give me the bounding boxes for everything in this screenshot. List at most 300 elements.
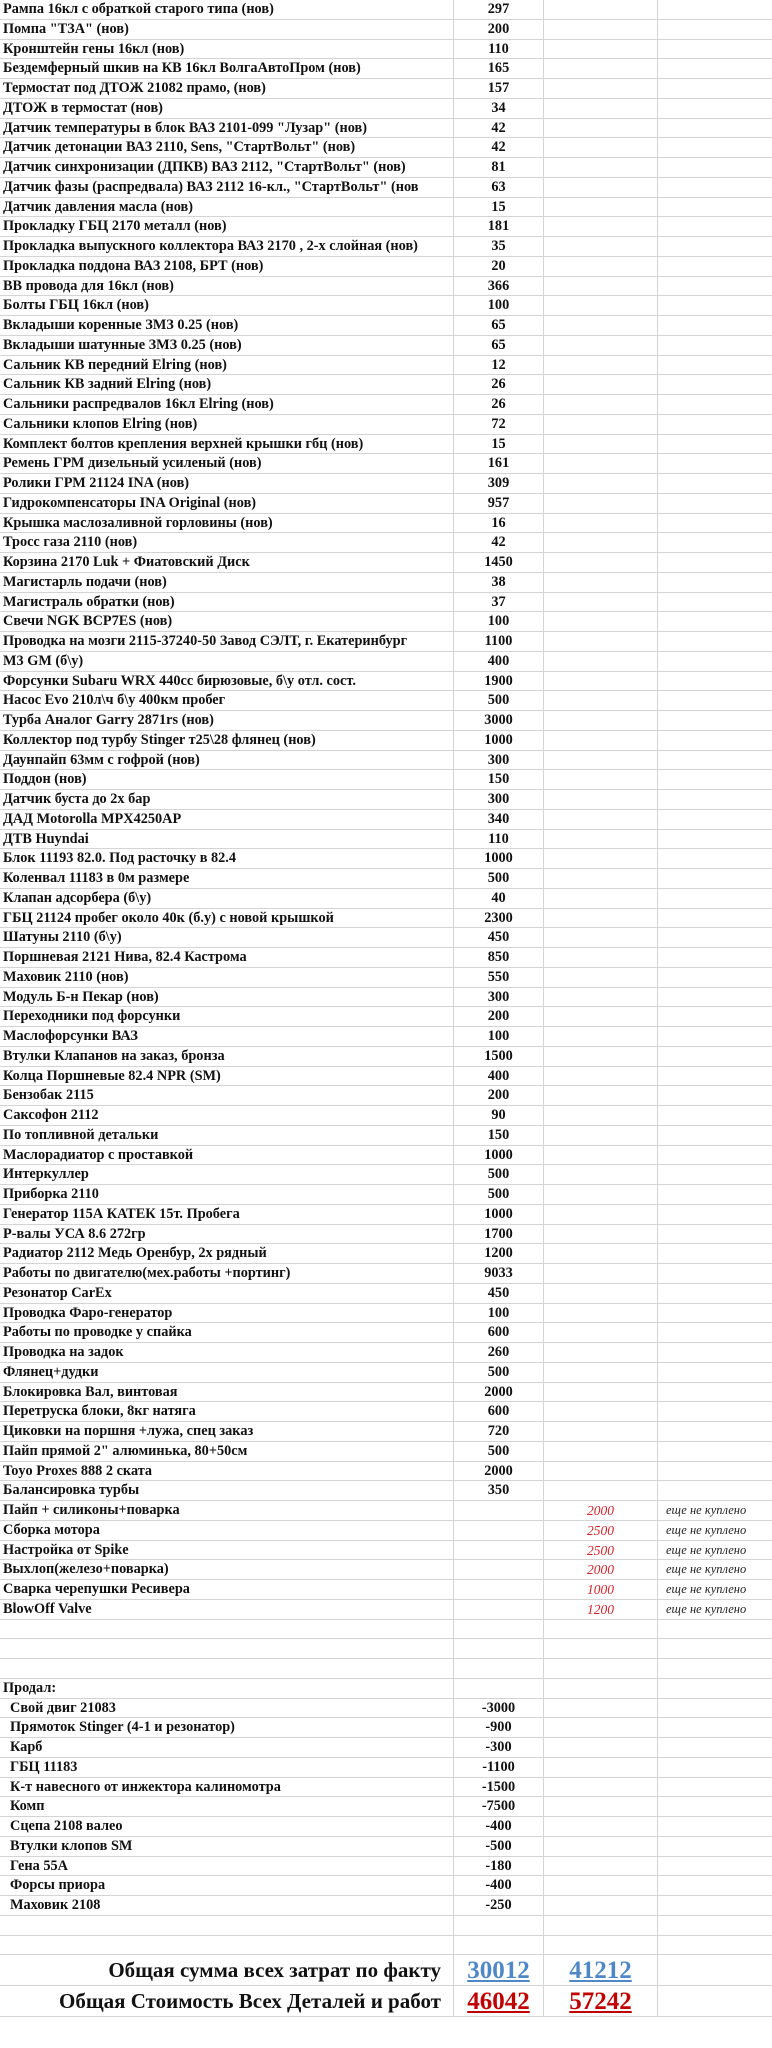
- note-cell[interactable]: еще не куплено: [666, 1542, 747, 1557]
- price-cell[interactable]: 260: [454, 1343, 544, 1363]
- item-name-cell[interactable]: Маховик 2110 (нов): [0, 968, 454, 988]
- planned-price-cell[interactable]: [544, 1067, 658, 1087]
- item-name-cell[interactable]: Маслофорсунки ВАЗ: [0, 1027, 454, 1047]
- item-name-cell[interactable]: М3 GM (б\у): [0, 652, 454, 672]
- planned-price-cell[interactable]: [544, 1086, 658, 1106]
- item-name-cell[interactable]: Прямоток Stinger (4-1 и резонатор): [0, 1718, 454, 1738]
- note-cell[interactable]: [658, 1027, 772, 1047]
- note-cell[interactable]: [658, 1284, 772, 1304]
- planned-price-cell[interactable]: [544, 1225, 658, 1245]
- note-cell[interactable]: [658, 1639, 772, 1659]
- note-cell[interactable]: [658, 1343, 772, 1363]
- price-cell[interactable]: [454, 1639, 544, 1659]
- price-cell[interactable]: 297: [454, 0, 544, 20]
- item-name-cell[interactable]: Клапан адсорбера (б\у): [0, 889, 454, 909]
- planned-price-cell[interactable]: [544, 1442, 658, 1462]
- price-cell[interactable]: 340: [454, 810, 544, 830]
- note-cell[interactable]: [658, 217, 772, 237]
- price-cell[interactable]: 200: [454, 1007, 544, 1027]
- note-cell[interactable]: [658, 514, 772, 534]
- planned-price-cell[interactable]: [544, 1659, 658, 1679]
- note-cell[interactable]: [658, 1936, 772, 1956]
- price-cell[interactable]: 500: [454, 869, 544, 889]
- item-name-cell[interactable]: Датчик давления масла (нов): [0, 198, 454, 218]
- note-cell[interactable]: [658, 1986, 772, 2017]
- item-name-cell[interactable]: Общая сумма всех затрат по факту: [0, 1955, 454, 1986]
- note-cell[interactable]: [658, 1185, 772, 1205]
- item-name-cell[interactable]: Блокировка Вал, винтовая: [0, 1383, 454, 1403]
- item-name-cell[interactable]: Прокладка выпускного коллектора ВАЗ 2170 , 2-х слойная (нов): [0, 237, 454, 257]
- planned-price-cell[interactable]: [544, 830, 658, 850]
- item-name-cell[interactable]: Втулки клопов SM: [0, 1837, 454, 1857]
- planned-price-cell[interactable]: [544, 1620, 658, 1640]
- planned-price-cell[interactable]: [544, 1205, 658, 1225]
- planned-price-cell[interactable]: [544, 198, 658, 218]
- price-cell[interactable]: 15: [454, 198, 544, 218]
- planned-price-cell[interactable]: [544, 395, 658, 415]
- price-cell[interactable]: -500: [454, 1837, 544, 1857]
- note-cell[interactable]: [658, 1442, 772, 1462]
- item-name-cell[interactable]: Крышка маслозаливной горловины (нов): [0, 514, 454, 534]
- item-name-cell[interactable]: Сальник КВ задний Elring (нов): [0, 375, 454, 395]
- price-cell[interactable]: 450: [454, 1284, 544, 1304]
- price-cell[interactable]: [454, 1936, 544, 1956]
- item-name-cell[interactable]: Ремень ГРМ дизельный усиленый (нов): [0, 454, 454, 474]
- planned-price-cell[interactable]: [544, 1323, 658, 1343]
- note-cell[interactable]: [658, 178, 772, 198]
- price-cell[interactable]: 42: [454, 119, 544, 139]
- item-name-cell[interactable]: [0, 1936, 454, 1956]
- note-cell[interactable]: [658, 731, 772, 751]
- price-cell[interactable]: 600: [454, 1323, 544, 1343]
- planned-price-cell[interactable]: [544, 1027, 658, 1047]
- note-cell[interactable]: [658, 928, 772, 948]
- planned-price-cell[interactable]: [544, 138, 658, 158]
- note-cell[interactable]: [658, 20, 772, 40]
- price-cell[interactable]: 2000: [454, 1383, 544, 1403]
- item-name-cell[interactable]: Комп: [0, 1797, 454, 1817]
- planned-price-cell[interactable]: [544, 1738, 658, 1758]
- note-cell[interactable]: [658, 1817, 772, 1837]
- price-cell[interactable]: [454, 1600, 544, 1620]
- item-name-cell[interactable]: Тросс газа 2110 (нов): [0, 533, 454, 553]
- note-cell[interactable]: [658, 1007, 772, 1027]
- price-cell[interactable]: -900: [454, 1718, 544, 1738]
- item-name-cell[interactable]: К-т навесного от инжектора калиномотра: [0, 1778, 454, 1798]
- planned-price-cell[interactable]: 2500: [544, 1521, 658, 1541]
- planned-price-cell[interactable]: [544, 1126, 658, 1146]
- item-name-cell[interactable]: Модуль Б-н Пекар (нов): [0, 988, 454, 1008]
- item-name-cell[interactable]: Болты ГБЦ 16кл (нов): [0, 296, 454, 316]
- planned-price-cell[interactable]: [544, 593, 658, 613]
- note-cell[interactable]: [658, 612, 772, 632]
- price-cell[interactable]: [454, 1501, 544, 1521]
- price-cell[interactable]: 20: [454, 257, 544, 277]
- price-cell[interactable]: 400: [454, 652, 544, 672]
- item-name-cell[interactable]: Колца Поршневые 82.4 NPR (SM): [0, 1067, 454, 1087]
- planned-price-cell[interactable]: [544, 751, 658, 771]
- planned-price-cell[interactable]: 57242: [544, 1986, 658, 2017]
- price-cell[interactable]: 38: [454, 573, 544, 593]
- note-cell[interactable]: [658, 593, 772, 613]
- planned-price-cell[interactable]: [544, 1462, 658, 1482]
- note-cell[interactable]: [658, 1264, 772, 1284]
- price-cell[interactable]: 90: [454, 1106, 544, 1126]
- price-cell[interactable]: 200: [454, 20, 544, 40]
- item-name-cell[interactable]: Рампа 16кл с обраткой старого типа (нов): [0, 0, 454, 20]
- item-name-cell[interactable]: Термостат под ДТОЖ 21082 прамо, (нов): [0, 79, 454, 99]
- planned-price-cell[interactable]: [544, 612, 658, 632]
- price-cell[interactable]: -300: [454, 1738, 544, 1758]
- price-cell[interactable]: 34: [454, 99, 544, 119]
- item-name-cell[interactable]: [0, 1916, 454, 1936]
- planned-price-cell[interactable]: [544, 20, 658, 40]
- price-cell[interactable]: 100: [454, 612, 544, 632]
- price-cell[interactable]: 1500: [454, 1047, 544, 1067]
- item-name-cell[interactable]: Помпа "ТЗА" (нов): [0, 20, 454, 40]
- price-cell[interactable]: [454, 1679, 544, 1699]
- planned-price-cell[interactable]: [544, 474, 658, 494]
- item-name-cell[interactable]: Карб: [0, 1738, 454, 1758]
- item-name-cell[interactable]: Свой двиг 21083: [0, 1699, 454, 1719]
- price-cell[interactable]: 26: [454, 375, 544, 395]
- price-cell[interactable]: 100: [454, 1304, 544, 1324]
- price-cell[interactable]: 30012: [454, 1955, 544, 1986]
- planned-price-cell[interactable]: [544, 770, 658, 790]
- item-name-cell[interactable]: Пайп + силиконы+поварка: [0, 1501, 454, 1521]
- price-cell[interactable]: 450: [454, 928, 544, 948]
- planned-price-cell[interactable]: [544, 948, 658, 968]
- note-cell[interactable]: [658, 1402, 772, 1422]
- item-name-cell[interactable]: Бензобак 2115: [0, 1086, 454, 1106]
- note-cell[interactable]: [658, 435, 772, 455]
- item-name-cell[interactable]: Свечи NGK BCP7ES (нов): [0, 612, 454, 632]
- item-name-cell[interactable]: Балансировка турбы: [0, 1481, 454, 1501]
- item-name-cell[interactable]: Кронштейн гены 16кл (нов): [0, 40, 454, 60]
- price-cell[interactable]: 720: [454, 1422, 544, 1442]
- item-name-cell[interactable]: Маслорадиатор с проставкой: [0, 1146, 454, 1166]
- planned-price-cell[interactable]: [544, 1402, 658, 1422]
- planned-price-cell[interactable]: [544, 257, 658, 277]
- price-cell[interactable]: 500: [454, 1442, 544, 1462]
- price-cell[interactable]: 165: [454, 59, 544, 79]
- note-cell[interactable]: [658, 770, 772, 790]
- note-cell[interactable]: еще не куплено: [666, 1601, 747, 1616]
- planned-price-cell[interactable]: [544, 99, 658, 119]
- note-cell[interactable]: [658, 1857, 772, 1877]
- price-cell[interactable]: 2000: [454, 1462, 544, 1482]
- item-name-cell[interactable]: Саксофон 2112: [0, 1106, 454, 1126]
- note-cell[interactable]: еще не куплено: [666, 1522, 747, 1537]
- note-cell[interactable]: [658, 1679, 772, 1699]
- price-cell[interactable]: 1700: [454, 1225, 544, 1245]
- item-name-cell[interactable]: Общая Стоимость Всех Деталей и работ: [0, 1986, 454, 2017]
- planned-price-cell[interactable]: [544, 1876, 658, 1896]
- planned-price-cell[interactable]: [544, 889, 658, 909]
- planned-price-cell[interactable]: 1200: [544, 1600, 658, 1620]
- note-cell[interactable]: [658, 1225, 772, 1245]
- price-cell[interactable]: [454, 1620, 544, 1640]
- note-cell[interactable]: [658, 1244, 772, 1264]
- price-cell[interactable]: [454, 1521, 544, 1541]
- price-cell[interactable]: 16: [454, 514, 544, 534]
- item-name-cell[interactable]: Корзина 2170 Luk + Фиатовский Диск: [0, 553, 454, 573]
- planned-price-cell[interactable]: [544, 1837, 658, 1857]
- planned-price-cell[interactable]: [544, 790, 658, 810]
- planned-price-cell[interactable]: [544, 1146, 658, 1166]
- item-name-cell[interactable]: ДТОЖ в термостат (нов): [0, 99, 454, 119]
- planned-price-cell[interactable]: [544, 1778, 658, 1798]
- item-name-cell[interactable]: Пайп прямой 2" алюминька, 80+50см: [0, 1442, 454, 1462]
- note-cell[interactable]: [658, 1047, 772, 1067]
- planned-price-cell[interactable]: [544, 237, 658, 257]
- price-cell[interactable]: 15: [454, 435, 544, 455]
- price-cell[interactable]: 500: [454, 691, 544, 711]
- planned-price-cell[interactable]: [544, 79, 658, 99]
- planned-price-cell[interactable]: [544, 632, 658, 652]
- note-cell[interactable]: [658, 316, 772, 336]
- item-name-cell[interactable]: [0, 1620, 454, 1640]
- item-name-cell[interactable]: ГБЦ 11183: [0, 1758, 454, 1778]
- price-cell[interactable]: 65: [454, 336, 544, 356]
- item-name-cell[interactable]: Проводка Фаро-генератор: [0, 1304, 454, 1324]
- item-name-cell[interactable]: По топливной детальки: [0, 1126, 454, 1146]
- planned-price-cell[interactable]: [544, 1758, 658, 1778]
- price-cell[interactable]: -250: [454, 1896, 544, 1916]
- note-cell[interactable]: [658, 1205, 772, 1225]
- planned-price-cell[interactable]: [544, 1047, 658, 1067]
- note-cell[interactable]: [658, 1837, 772, 1857]
- item-name-cell[interactable]: Коленвал 11183 в 0м размере: [0, 869, 454, 889]
- note-cell[interactable]: [658, 277, 772, 297]
- planned-price-cell[interactable]: [544, 1481, 658, 1501]
- note-cell[interactable]: [658, 454, 772, 474]
- item-name-cell[interactable]: Поршневая 2121 Нива, 82.4 Кастрома: [0, 948, 454, 968]
- planned-price-cell[interactable]: [544, 217, 658, 237]
- price-cell[interactable]: 81: [454, 158, 544, 178]
- note-cell[interactable]: еще не куплено: [666, 1582, 747, 1596]
- price-cell[interactable]: 42: [454, 138, 544, 158]
- item-name-cell[interactable]: Поддон (нов): [0, 770, 454, 790]
- planned-price-cell[interactable]: [544, 1383, 658, 1403]
- note-cell[interactable]: [658, 1383, 772, 1403]
- price-cell[interactable]: 42: [454, 533, 544, 553]
- price-cell[interactable]: 500: [454, 1185, 544, 1205]
- planned-price-cell[interactable]: [544, 869, 658, 889]
- item-name-cell[interactable]: Форсунки Subaru WRX 440cc бирюзовые, б\у отл. сост.: [0, 672, 454, 692]
- price-cell[interactable]: 550: [454, 968, 544, 988]
- item-name-cell[interactable]: Сцепа 2108 валео: [0, 1817, 454, 1837]
- item-name-cell[interactable]: Блок 11193 82.0. Под расточку в 82.4: [0, 849, 454, 869]
- price-cell[interactable]: 37: [454, 593, 544, 613]
- planned-price-cell[interactable]: 2000: [544, 1501, 658, 1521]
- item-name-cell[interactable]: Проводка на задок: [0, 1343, 454, 1363]
- price-cell[interactable]: 12: [454, 356, 544, 376]
- planned-price-cell[interactable]: [544, 1244, 658, 1264]
- price-cell[interactable]: [454, 1541, 544, 1561]
- note-cell[interactable]: [658, 198, 772, 218]
- note-cell[interactable]: [658, 1481, 772, 1501]
- note-cell[interactable]: [658, 691, 772, 711]
- item-name-cell[interactable]: Приборка 2110: [0, 1185, 454, 1205]
- item-name-cell[interactable]: Перетруска блоки, 8кг натяга: [0, 1402, 454, 1422]
- note-cell[interactable]: [658, 1422, 772, 1442]
- item-name-cell[interactable]: ДАД Motorolla MPX4250AP: [0, 810, 454, 830]
- note-cell[interactable]: [658, 1106, 772, 1126]
- note-cell[interactable]: [658, 849, 772, 869]
- note-cell[interactable]: [658, 573, 772, 593]
- price-cell[interactable]: 110: [454, 40, 544, 60]
- item-name-cell[interactable]: Гена 55А: [0, 1857, 454, 1877]
- note-cell[interactable]: [658, 79, 772, 99]
- item-name-cell[interactable]: Toyo Proxes 888 2 ската: [0, 1462, 454, 1482]
- item-name-cell[interactable]: Сварка черепушки Ресивера: [0, 1580, 454, 1600]
- price-cell[interactable]: 500: [454, 1363, 544, 1383]
- item-name-cell[interactable]: Прокладка поддона ВАЗ 2108, БРТ (нов): [0, 257, 454, 277]
- item-name-cell[interactable]: Продал:: [0, 1679, 454, 1699]
- item-name-cell[interactable]: Прокладку ГБЦ 2170 металл (нов): [0, 217, 454, 237]
- planned-price-cell[interactable]: [544, 711, 658, 731]
- note-cell[interactable]: [658, 59, 772, 79]
- planned-price-cell[interactable]: [544, 1185, 658, 1205]
- price-cell[interactable]: 65: [454, 316, 544, 336]
- item-name-cell[interactable]: Даунпайп 63мм с гофрой (нов): [0, 751, 454, 771]
- item-name-cell[interactable]: Сальники распредвалов 16кл Elring (нов): [0, 395, 454, 415]
- price-cell[interactable]: 150: [454, 770, 544, 790]
- note-cell[interactable]: [658, 553, 772, 573]
- note-cell[interactable]: [658, 711, 772, 731]
- planned-price-cell[interactable]: [544, 1817, 658, 1837]
- price-cell[interactable]: 161: [454, 454, 544, 474]
- planned-price-cell[interactable]: [544, 494, 658, 514]
- planned-price-cell[interactable]: [544, 1422, 658, 1442]
- item-name-cell[interactable]: Втулки Клапанов на заказ, бронза: [0, 1047, 454, 1067]
- item-name-cell[interactable]: Датчик фазы (распредвала) ВАЗ 2112 16-кл., "СтартВольт" (нов: [0, 178, 454, 198]
- item-name-cell[interactable]: Вкладыши шатунные ЗМЗ 0.25 (нов): [0, 336, 454, 356]
- item-name-cell[interactable]: Интеркуллер: [0, 1165, 454, 1185]
- planned-price-cell[interactable]: [544, 928, 658, 948]
- item-name-cell[interactable]: Маховик 2108: [0, 1896, 454, 1916]
- price-cell[interactable]: 72: [454, 415, 544, 435]
- note-cell[interactable]: [658, 1323, 772, 1343]
- planned-price-cell[interactable]: [544, 40, 658, 60]
- note-cell[interactable]: [658, 652, 772, 672]
- planned-price-cell[interactable]: [544, 336, 658, 356]
- price-cell[interactable]: [454, 1916, 544, 1936]
- note-cell[interactable]: [658, 1086, 772, 1106]
- note-cell[interactable]: [658, 1146, 772, 1166]
- item-name-cell[interactable]: Р-валы УСА 8.6 272гр: [0, 1225, 454, 1245]
- note-cell[interactable]: [658, 1462, 772, 1482]
- note-cell[interactable]: [658, 948, 772, 968]
- item-name-cell[interactable]: Циковки на поршня +лужа, спец заказ: [0, 1422, 454, 1442]
- item-name-cell[interactable]: Выхлоп(железо+поварка): [0, 1560, 454, 1580]
- note-cell[interactable]: [658, 533, 772, 553]
- price-cell[interactable]: 100: [454, 296, 544, 316]
- note-cell[interactable]: [658, 830, 772, 850]
- note-cell[interactable]: [658, 1738, 772, 1758]
- planned-price-cell[interactable]: [544, 1304, 658, 1324]
- planned-price-cell[interactable]: [544, 1165, 658, 1185]
- price-cell[interactable]: 1000: [454, 849, 544, 869]
- item-name-cell[interactable]: Флянец+дудки: [0, 1363, 454, 1383]
- price-cell[interactable]: -1100: [454, 1758, 544, 1778]
- price-cell[interactable]: [454, 1659, 544, 1679]
- price-cell[interactable]: -180: [454, 1857, 544, 1877]
- note-cell[interactable]: [658, 1955, 772, 1986]
- note-cell[interactable]: [658, 257, 772, 277]
- item-name-cell[interactable]: Работы по двигателю(мех.работы +портинг): [0, 1264, 454, 1284]
- item-name-cell[interactable]: Генератор 115А КАТЕК 15т. Пробега: [0, 1205, 454, 1225]
- item-name-cell[interactable]: Магистраль обратки (нов): [0, 593, 454, 613]
- item-name-cell[interactable]: Проводка на мозги 2115-37240-50 Завод СЭЛТ, г. Екатеринбург: [0, 632, 454, 652]
- item-name-cell[interactable]: Форсы приора: [0, 1876, 454, 1896]
- planned-price-cell[interactable]: [544, 1936, 658, 1956]
- note-cell[interactable]: [658, 237, 772, 257]
- planned-price-cell[interactable]: [544, 178, 658, 198]
- note-cell[interactable]: [658, 1797, 772, 1817]
- planned-price-cell[interactable]: [544, 988, 658, 1008]
- item-name-cell[interactable]: BlowOff Valve: [0, 1600, 454, 1620]
- planned-price-cell[interactable]: 1000: [544, 1580, 658, 1600]
- planned-price-cell[interactable]: [544, 356, 658, 376]
- price-cell[interactable]: 957: [454, 494, 544, 514]
- note-cell[interactable]: [658, 336, 772, 356]
- note-cell[interactable]: [658, 909, 772, 929]
- planned-price-cell[interactable]: [544, 0, 658, 20]
- item-name-cell[interactable]: Шатуны 2110 (б\у): [0, 928, 454, 948]
- item-name-cell[interactable]: Датчик температуры в блок ВАЗ 2101-099 "Лузар" (нов): [0, 119, 454, 139]
- item-name-cell[interactable]: Резонатор CarEx: [0, 1284, 454, 1304]
- note-cell[interactable]: [658, 1916, 772, 1936]
- planned-price-cell[interactable]: [544, 691, 658, 711]
- note-cell[interactable]: [658, 968, 772, 988]
- item-name-cell[interactable]: Комплект болтов крепления верхней крышки гбц (нов): [0, 435, 454, 455]
- planned-price-cell[interactable]: [544, 533, 658, 553]
- planned-price-cell[interactable]: [544, 652, 658, 672]
- note-cell[interactable]: [658, 1758, 772, 1778]
- note-cell[interactable]: [658, 119, 772, 139]
- price-cell[interactable]: 1200: [454, 1244, 544, 1264]
- note-cell[interactable]: [658, 99, 772, 119]
- item-name-cell[interactable]: [0, 1659, 454, 1679]
- price-cell[interactable]: 300: [454, 790, 544, 810]
- planned-price-cell[interactable]: [544, 1896, 658, 1916]
- planned-price-cell[interactable]: [544, 1264, 658, 1284]
- item-name-cell[interactable]: Насос Evo 210л\ч б\у 400км пробег: [0, 691, 454, 711]
- price-cell[interactable]: 3000: [454, 711, 544, 731]
- price-cell[interactable]: 100: [454, 1027, 544, 1047]
- planned-price-cell[interactable]: [544, 553, 658, 573]
- price-cell[interactable]: -400: [454, 1817, 544, 1837]
- planned-price-cell[interactable]: [544, 277, 658, 297]
- item-name-cell[interactable]: Датчик синхронизации (ДПКВ) ВАЗ 2112, "СтартВольт" (нов): [0, 158, 454, 178]
- price-cell[interactable]: 181: [454, 217, 544, 237]
- price-cell[interactable]: 500: [454, 1165, 544, 1185]
- price-cell[interactable]: 110: [454, 830, 544, 850]
- note-cell[interactable]: еще не куплено: [666, 1562, 747, 1577]
- planned-price-cell[interactable]: [544, 849, 658, 869]
- note-cell[interactable]: [658, 138, 772, 158]
- note-cell[interactable]: [658, 1876, 772, 1896]
- planned-price-cell[interactable]: [544, 1284, 658, 1304]
- planned-price-cell[interactable]: [544, 573, 658, 593]
- planned-price-cell[interactable]: [544, 119, 658, 139]
- planned-price-cell[interactable]: [544, 296, 658, 316]
- price-cell[interactable]: 1100: [454, 632, 544, 652]
- item-name-cell[interactable]: Радиатор 2112 Медь Оренбур, 2х рядный: [0, 1244, 454, 1264]
- note-cell[interactable]: [658, 988, 772, 1008]
